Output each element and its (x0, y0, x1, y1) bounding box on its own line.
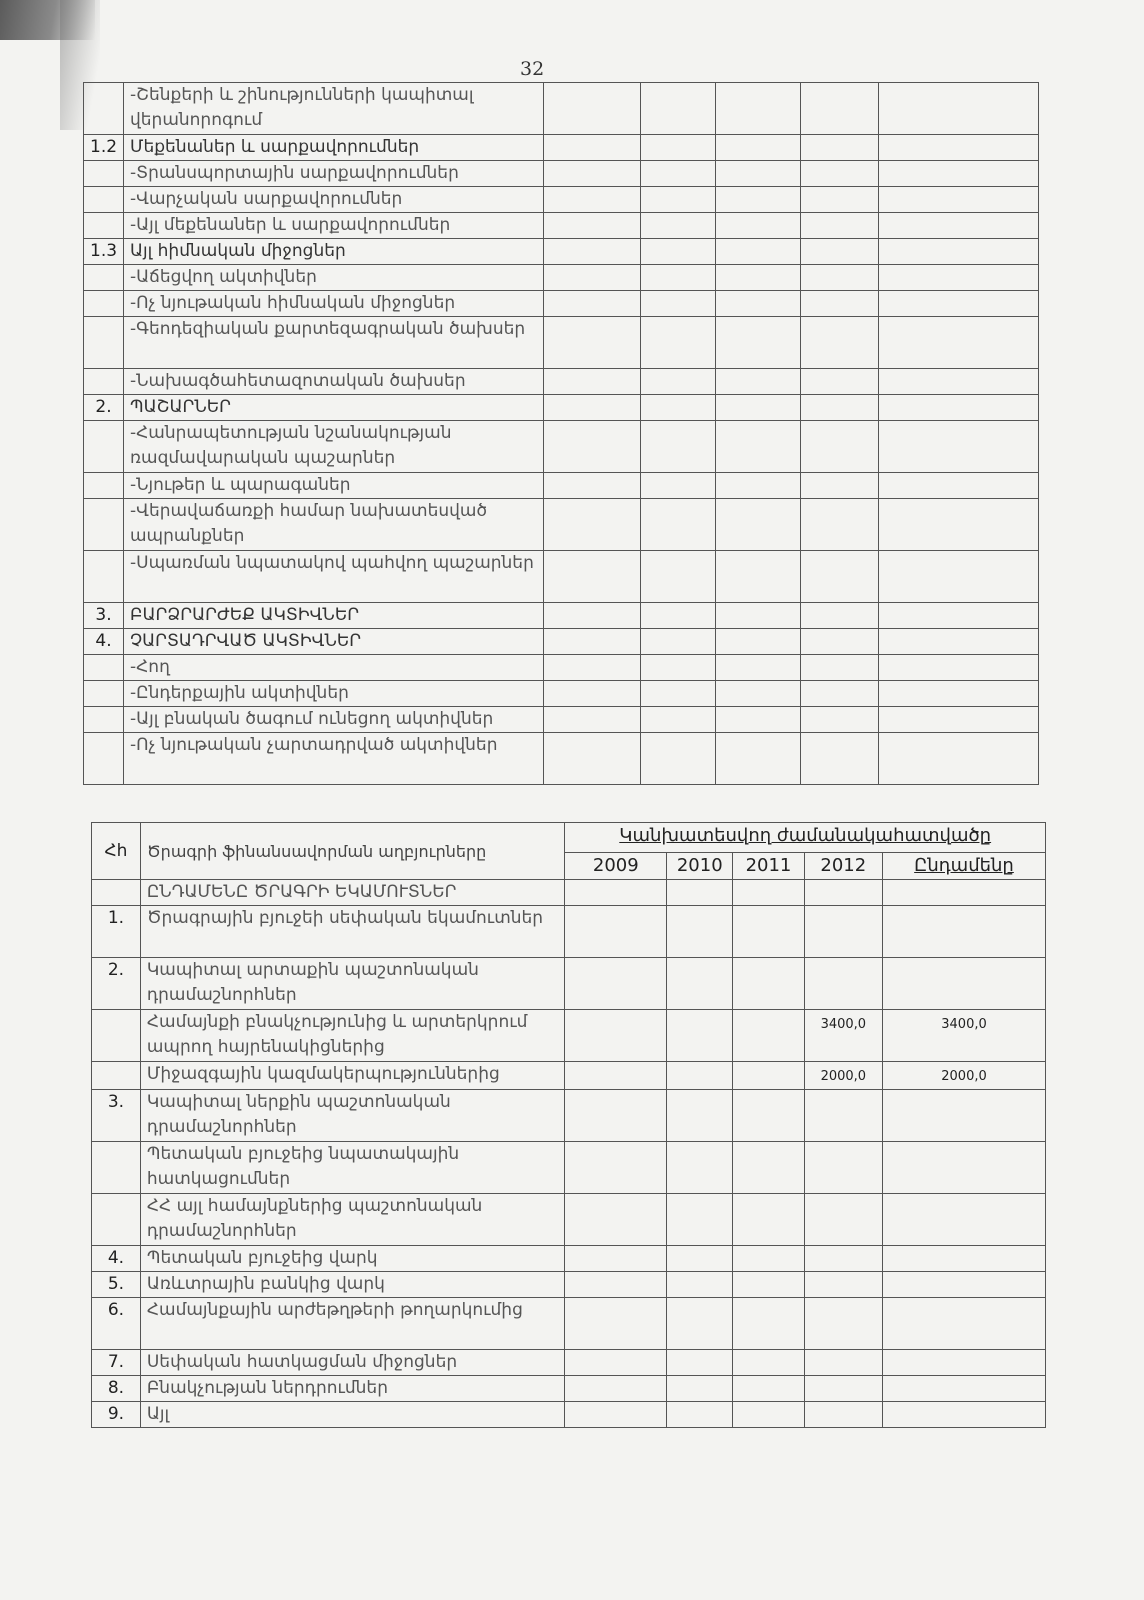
value-cell (801, 629, 879, 655)
table-row (92, 1272, 1046, 1298)
value-cell (667, 958, 733, 1010)
table-row (84, 733, 1039, 785)
row-number (84, 655, 124, 681)
value-cell (733, 958, 804, 1010)
row-number: 1.3 (84, 239, 124, 265)
value-cell (716, 499, 801, 551)
value-cell (544, 733, 641, 785)
table-row (84, 213, 1039, 239)
value-cell (883, 1246, 1046, 1272)
value-cell (733, 1090, 804, 1142)
value-cell (804, 958, 882, 1010)
row-label: -Նախագծահետազոտական ծախսեր (124, 369, 544, 395)
row-label: Բնակչության ներդրումներ (140, 1376, 565, 1402)
row-number (84, 213, 124, 239)
value-cell: 3400,0 (804, 1010, 882, 1062)
row-number: 9. (92, 1402, 141, 1428)
row-label: Ծրագրային բյուջեի սեփական եկամուտներ (140, 906, 565, 958)
table-row (84, 603, 1039, 629)
value-cell (733, 1402, 804, 1428)
year-header: 2009 (565, 853, 667, 880)
row-label: -Նյութեր և պարագաներ (124, 473, 544, 499)
table-row (84, 317, 1039, 369)
assets-table (83, 82, 1039, 785)
value-cell (641, 213, 716, 239)
value-cell (667, 1010, 733, 1062)
value-cell (801, 473, 879, 499)
value-cell (733, 1350, 804, 1376)
value-cell (733, 1272, 804, 1298)
value-cell (641, 707, 716, 733)
row-number (84, 551, 124, 603)
row-number: 1.2 (84, 135, 124, 161)
value-cell (804, 1090, 882, 1142)
value-cell (641, 395, 716, 421)
value-cell (879, 473, 1039, 499)
value-cell (879, 265, 1039, 291)
row-label: -Աճեցվող ակտիվներ (124, 265, 544, 291)
value-cell (544, 213, 641, 239)
row-label: -Ոչ նյութական չարտադրված ակտիվներ (124, 733, 544, 785)
row-number: 5. (92, 1272, 141, 1298)
value-cell (733, 906, 804, 958)
value-cell (733, 1298, 804, 1350)
value-cell (641, 551, 716, 603)
value-cell (544, 551, 641, 603)
value-cell (641, 733, 716, 785)
value-cell (716, 291, 801, 317)
value-cell (716, 551, 801, 603)
page-number: 32 (520, 58, 545, 80)
value-cell (544, 603, 641, 629)
value-cell (716, 239, 801, 265)
value-cell (883, 1194, 1046, 1246)
value-cell (883, 1376, 1046, 1402)
value-cell (801, 265, 879, 291)
value-cell (667, 1272, 733, 1298)
value-cell (641, 265, 716, 291)
table-row (84, 655, 1039, 681)
value-cell (879, 317, 1039, 369)
value-cell (733, 1142, 804, 1194)
value-cell (801, 135, 879, 161)
value-cell (565, 1402, 667, 1428)
value-cell (879, 733, 1039, 785)
row-label: Մեքենաներ և սարքավորումներ (124, 135, 544, 161)
row-number: 8. (92, 1376, 141, 1402)
row-label: Պետական բյուջեից նպատակային հատկացումներ (140, 1142, 565, 1194)
table-row (92, 1142, 1046, 1194)
table-row (92, 958, 1046, 1010)
value-cell (804, 1194, 882, 1246)
value-cell (879, 707, 1039, 733)
value-cell (801, 239, 879, 265)
value-cell (801, 499, 879, 551)
table-row (84, 551, 1039, 603)
value-cell (879, 395, 1039, 421)
row-number (92, 1194, 141, 1246)
funding-sources-table (91, 822, 1046, 1428)
value-cell (641, 603, 716, 629)
table-row (92, 1402, 1046, 1428)
value-cell (879, 655, 1039, 681)
year-header: 2011 (733, 853, 804, 880)
value-cell (641, 187, 716, 213)
value-cell (883, 880, 1046, 906)
value-cell (667, 1246, 733, 1272)
value-cell (883, 906, 1046, 958)
value-cell (879, 291, 1039, 317)
value-cell (879, 369, 1039, 395)
value-cell (641, 473, 716, 499)
value-cell (879, 603, 1039, 629)
value-cell (733, 1010, 804, 1062)
value-cell (544, 681, 641, 707)
value-cell (801, 395, 879, 421)
value-cell (716, 395, 801, 421)
row-label: Համայնքի բնակչությունից և արտերկրում ապրող հայրենակիցներից (140, 1010, 565, 1062)
value-cell (544, 655, 641, 681)
row-label: Այլ (140, 1402, 565, 1428)
value-cell (801, 83, 879, 135)
row-label: -Հող (124, 655, 544, 681)
row-number (92, 880, 141, 906)
value-cell (565, 1090, 667, 1142)
value-cell (667, 1376, 733, 1402)
value-cell (804, 1376, 882, 1402)
row-number (92, 1142, 141, 1194)
value-cell (804, 1246, 882, 1272)
value-cell (716, 135, 801, 161)
period-header: Կանխատեսվող ժամանակահատվածը (565, 823, 1046, 853)
table-row (92, 1010, 1046, 1062)
value-cell (565, 958, 667, 1010)
table-row (84, 369, 1039, 395)
value-cell: 2000,0 (883, 1062, 1046, 1090)
value-cell (801, 213, 879, 239)
value-cell (804, 1142, 882, 1194)
value-cell (733, 1246, 804, 1272)
row-label: Կապիտալ ներքին պաշտոնական դրամաշնորհներ (140, 1090, 565, 1142)
value-cell (883, 1350, 1046, 1376)
value-cell (641, 135, 716, 161)
value-cell (716, 473, 801, 499)
row-label: ՀՀ այլ համայնքներից պաշտոնական դրամաշնորհներ (140, 1194, 565, 1246)
row-number: 7. (92, 1350, 141, 1376)
table-row (92, 1194, 1046, 1246)
row-number: 4. (84, 629, 124, 655)
table-row (92, 1376, 1046, 1402)
row-label: -Ընդերքային ակտիվներ (124, 681, 544, 707)
value-cell (565, 1194, 667, 1246)
value-cell (641, 369, 716, 395)
value-cell (716, 161, 801, 187)
value-cell (667, 1298, 733, 1350)
value-cell (716, 317, 801, 369)
row-number (92, 1010, 141, 1062)
row-number (84, 187, 124, 213)
row-number: 3. (84, 603, 124, 629)
value-cell (544, 629, 641, 655)
value-cell (667, 1142, 733, 1194)
value-cell (544, 369, 641, 395)
value-cell (544, 83, 641, 135)
value-cell (801, 551, 879, 603)
value-cell (565, 1298, 667, 1350)
row-label: Առևտրային բանկից վարկ (140, 1272, 565, 1298)
row-label: -Տրանսպորտային սարքավորումներ (124, 161, 544, 187)
value-cell (716, 733, 801, 785)
value-cell (716, 603, 801, 629)
row-number (84, 733, 124, 785)
table-row (92, 1298, 1046, 1350)
row-number (84, 369, 124, 395)
row-label: Համայնքային արժեթղթերի թողարկումից (140, 1298, 565, 1350)
value-cell (804, 1272, 882, 1298)
row-number (84, 421, 124, 473)
table-row (84, 395, 1039, 421)
value-cell (801, 603, 879, 629)
row-label: -Գեոդեզիական քարտեզագրական ծախսեր (124, 317, 544, 369)
value-cell (544, 395, 641, 421)
value-cell (733, 880, 804, 906)
value-cell (667, 1194, 733, 1246)
row-number: 4. (92, 1246, 141, 1272)
value-cell (879, 83, 1039, 135)
value-cell (544, 317, 641, 369)
table-row (92, 1350, 1046, 1376)
value-cell (801, 369, 879, 395)
value-cell (716, 369, 801, 395)
value-cell (565, 1350, 667, 1376)
table-row (84, 473, 1039, 499)
row-number (84, 499, 124, 551)
value-cell (544, 473, 641, 499)
value-cell (667, 1402, 733, 1428)
value-cell (565, 1062, 667, 1090)
value-cell (544, 707, 641, 733)
table-row (84, 681, 1039, 707)
value-cell (544, 421, 641, 473)
value-cell (879, 135, 1039, 161)
table-row (84, 161, 1039, 187)
value-cell (804, 906, 882, 958)
value-cell (544, 239, 641, 265)
value-cell (804, 880, 882, 906)
row-label: Այլ հիմնական միջոցներ (124, 239, 544, 265)
row-label: ԲԱՐՁՐԱՐԺԵՔ ԱԿՏԻՎՆԵՐ (124, 603, 544, 629)
row-number: 3. (92, 1090, 141, 1142)
value-cell (641, 161, 716, 187)
table-row (84, 291, 1039, 317)
value-cell (879, 187, 1039, 213)
value-cell (641, 291, 716, 317)
table-row (92, 1246, 1046, 1272)
row-label: Միջազգային կազմակերպություններից (140, 1062, 565, 1090)
value-cell (804, 1402, 882, 1428)
value-cell (565, 906, 667, 958)
row-label: -Այլ մեքենաներ և սարքավորումներ (124, 213, 544, 239)
value-cell: 2000,0 (804, 1062, 882, 1090)
row-label: Կապիտալ արտաքին պաշտոնական դրամաշնորհներ (140, 958, 565, 1010)
table-row (84, 187, 1039, 213)
table-row (84, 135, 1039, 161)
value-cell (716, 83, 801, 135)
value-cell (879, 161, 1039, 187)
col-source-header: Ծրագրի ֆինանսավորման աղբյուրները (140, 823, 565, 880)
value-cell (879, 551, 1039, 603)
value-cell (544, 499, 641, 551)
table-row (92, 906, 1046, 958)
value-cell (641, 421, 716, 473)
value-cell (565, 1376, 667, 1402)
value-cell (801, 421, 879, 473)
table-row (92, 1090, 1046, 1142)
row-number (84, 473, 124, 499)
value-cell (883, 1298, 1046, 1350)
row-number: 1. (92, 906, 141, 958)
value-cell (801, 733, 879, 785)
row-number: 6. (92, 1298, 141, 1350)
value-cell (544, 161, 641, 187)
table-row (84, 499, 1039, 551)
value-cell (883, 1272, 1046, 1298)
value-cell (641, 655, 716, 681)
value-cell (879, 213, 1039, 239)
table-row (92, 1062, 1046, 1090)
value-cell (801, 161, 879, 187)
row-label: Սեփական հատկացման միջոցներ (140, 1350, 565, 1376)
value-cell (641, 499, 716, 551)
value-cell (641, 317, 716, 369)
value-cell (733, 1062, 804, 1090)
year-header: 2010 (667, 853, 733, 880)
value-cell (641, 629, 716, 655)
value-cell (883, 958, 1046, 1010)
row-number (84, 681, 124, 707)
value-cell (883, 1142, 1046, 1194)
row-number (84, 265, 124, 291)
row-number: 2. (84, 395, 124, 421)
value-cell (716, 421, 801, 473)
table-row (84, 83, 1039, 135)
row-label: ՉԱՐՏԱԴՐՎԱԾ ԱԿՏԻՎՆԵՐ (124, 629, 544, 655)
value-cell (879, 239, 1039, 265)
value-cell (667, 906, 733, 958)
table-row (92, 880, 1046, 906)
value-cell (716, 655, 801, 681)
row-number (84, 291, 124, 317)
table-row (84, 629, 1039, 655)
row-label: ԸՆԴԱՄԵՆԸ ԾՐԱԳՐԻ ԵԿԱՄՈՒՏՆԵՐ (140, 880, 565, 906)
value-cell (801, 655, 879, 681)
row-number (84, 317, 124, 369)
value-cell (883, 1090, 1046, 1142)
value-cell (879, 499, 1039, 551)
value-cell (716, 187, 801, 213)
col-number-header: Հհ (92, 823, 141, 880)
row-number (92, 1062, 141, 1090)
value-cell (565, 1246, 667, 1272)
value-cell: 3400,0 (883, 1010, 1046, 1062)
row-number (84, 707, 124, 733)
value-cell (565, 880, 667, 906)
value-cell (879, 629, 1039, 655)
row-label: -Ոչ նյութական հիմնական միջոցներ (124, 291, 544, 317)
value-cell (879, 421, 1039, 473)
value-cell (544, 187, 641, 213)
value-cell (565, 1272, 667, 1298)
row-number (84, 83, 124, 135)
row-label: -Հանրապետության նշանակության ռազմավարական պաշարներ (124, 421, 544, 473)
row-label: -Վարչական սարքավորումներ (124, 187, 544, 213)
value-cell (544, 265, 641, 291)
value-cell (733, 1376, 804, 1402)
value-cell (879, 681, 1039, 707)
value-cell (716, 707, 801, 733)
value-cell (641, 681, 716, 707)
row-label: -Շենքերի և շինությունների կապիտալ վերանորոգում (124, 83, 544, 135)
row-number (84, 161, 124, 187)
value-cell (804, 1350, 882, 1376)
row-label: -Վերավաճառքի համար նախատեսված ապրանքներ (124, 499, 544, 551)
row-label: Պետական բյուջեից վարկ (140, 1246, 565, 1272)
row-label: -Սպառման նպատակով պահվող պաշարներ (124, 551, 544, 603)
value-cell (544, 291, 641, 317)
row-label: -Այլ բնական ծագում ունեցող ակտիվներ (124, 707, 544, 733)
table-row (84, 265, 1039, 291)
value-cell (733, 1194, 804, 1246)
table-row (84, 239, 1039, 265)
value-cell (801, 317, 879, 369)
value-cell (716, 213, 801, 239)
total-header: Ընդամենը (883, 853, 1046, 880)
value-cell (883, 1402, 1046, 1428)
value-cell (641, 239, 716, 265)
row-number: 2. (92, 958, 141, 1010)
value-cell (667, 1350, 733, 1376)
row-label: ՊԱՇԱՐՆԵՐ (124, 395, 544, 421)
value-cell (801, 291, 879, 317)
value-cell (565, 1142, 667, 1194)
value-cell (804, 1298, 882, 1350)
value-cell (716, 681, 801, 707)
value-cell (667, 1062, 733, 1090)
value-cell (667, 1090, 733, 1142)
value-cell (565, 1010, 667, 1062)
value-cell (801, 707, 879, 733)
value-cell (801, 681, 879, 707)
value-cell (716, 265, 801, 291)
table-row (84, 421, 1039, 473)
value-cell (667, 880, 733, 906)
table-row (84, 707, 1039, 733)
year-header: 2012 (804, 853, 882, 880)
value-cell (801, 187, 879, 213)
value-cell (716, 629, 801, 655)
value-cell (641, 83, 716, 135)
value-cell (544, 135, 641, 161)
